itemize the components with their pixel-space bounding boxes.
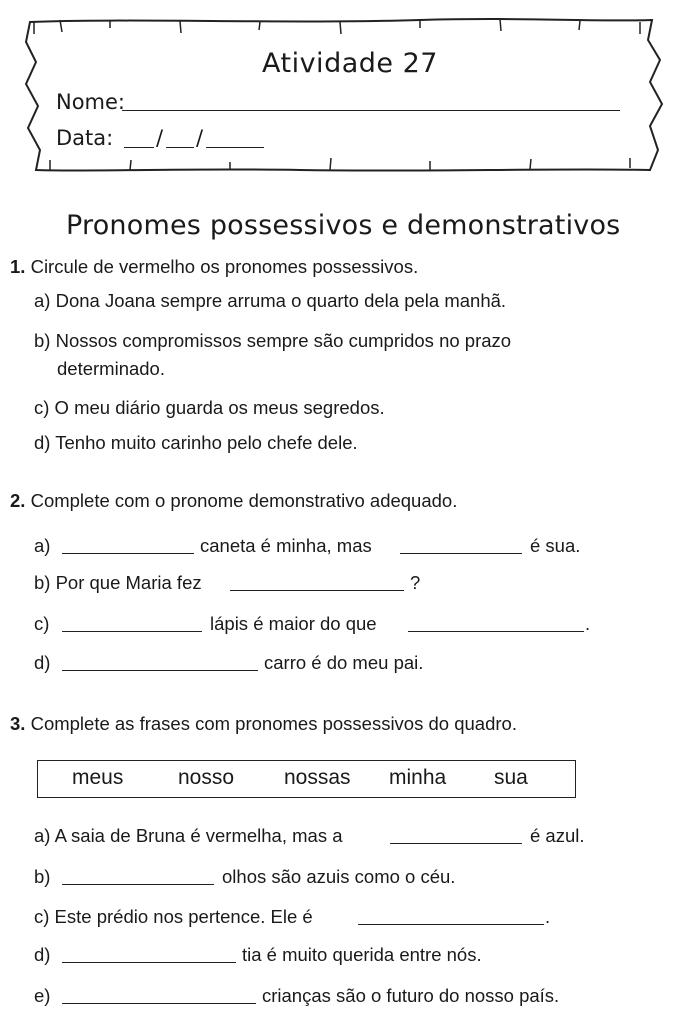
q2-prompt: 2. Complete com o pronome demonstrativo adequado. xyxy=(10,490,458,511)
q2-b-label: b) Por que Maria fez xyxy=(34,572,202,593)
q2-a-text: caneta é minha, mas xyxy=(200,535,372,556)
q1-number: 1. xyxy=(10,256,26,277)
q3-c-end: . xyxy=(545,906,551,927)
q1-item-a[interactable]: a) Dona Joana sempre arruma o quarto dela pela manhã. xyxy=(34,290,507,311)
q3-a-end: é azul. xyxy=(530,825,585,846)
worksheet-title: Pronomes possessivos e demonstrativos xyxy=(66,210,621,241)
q2-a-label: a) xyxy=(34,535,51,556)
q3-b-label: b) xyxy=(34,866,51,887)
date-separator: / xyxy=(156,126,164,150)
q2-d-text: carro é do meu pai. xyxy=(264,652,424,673)
date-separator: / xyxy=(196,126,204,150)
name-label: Nome: xyxy=(56,90,126,114)
q2-c-blank-2[interactable] xyxy=(408,631,584,632)
date-month-field[interactable] xyxy=(166,147,194,148)
q3-number: 3. xyxy=(10,713,26,734)
q3-b-blank[interactable] xyxy=(62,884,214,885)
q2-number: 2. xyxy=(10,490,26,511)
q2-a-blank-1[interactable] xyxy=(62,553,194,554)
q2-c-end: . xyxy=(585,613,591,634)
q3-b-text: olhos são azuis como o céu. xyxy=(222,866,456,887)
word-bank-item[interactable]: sua xyxy=(494,766,528,789)
q2-a-end: é sua. xyxy=(530,535,581,556)
name-field[interactable] xyxy=(122,110,620,111)
word-bank-item[interactable]: meus xyxy=(72,766,124,789)
q1-item-c[interactable]: c) O meu diário guarda os meus segredos. xyxy=(34,397,385,418)
q2-b-end: ? xyxy=(410,572,421,593)
q3-c-label: c) Este prédio nos pertence. Ele é xyxy=(34,906,313,927)
q3-e-text: crianças são o futuro do nosso país. xyxy=(262,985,560,1006)
q3-e-blank[interactable] xyxy=(62,1003,256,1004)
word-bank-item[interactable]: nossas xyxy=(284,766,351,789)
activity-title: Atividade 27 xyxy=(262,48,438,79)
q2-d-blank[interactable] xyxy=(62,670,258,671)
q2-c-text: lápis é maior do que xyxy=(210,613,377,634)
q2-d-label: d) xyxy=(34,652,51,673)
q3-c-blank[interactable] xyxy=(358,924,544,925)
q1-prompt: 1. Circule de vermelho os pronomes possessivos. xyxy=(10,256,419,277)
word-bank-item[interactable]: minha xyxy=(389,766,447,789)
word-bank-item[interactable]: nosso xyxy=(178,766,235,789)
q1-item-b[interactable]: b) Nossos compromissos sempre são cumpridos no prazo xyxy=(34,330,512,351)
q3-d-text: tia é muito querida entre nós. xyxy=(242,944,482,965)
q2-c-blank-1[interactable] xyxy=(62,631,202,632)
date-day-field[interactable] xyxy=(124,147,154,148)
date-year-field[interactable] xyxy=(206,147,264,148)
q3-d-label: d) xyxy=(34,944,51,965)
q3-d-blank[interactable] xyxy=(62,962,236,963)
date-label: Data: xyxy=(56,126,114,150)
q2-b-blank[interactable] xyxy=(230,590,404,591)
q1-item-b-cont[interactable]: determinado. xyxy=(57,358,165,379)
q3-a-blank[interactable] xyxy=(390,843,522,844)
q3-prompt: 3. Complete as frases com pronomes possessivos do quadro. xyxy=(10,713,517,734)
q2-c-label: c) xyxy=(34,613,50,634)
q3-e-label: e) xyxy=(34,985,51,1006)
q1-item-d[interactable]: d) Tenho muito carinho pelo chefe dele. xyxy=(34,432,358,453)
q3-a-label: a) A saia de Bruna é vermelha, mas a xyxy=(34,825,343,846)
q2-a-blank-2[interactable] xyxy=(400,553,522,554)
